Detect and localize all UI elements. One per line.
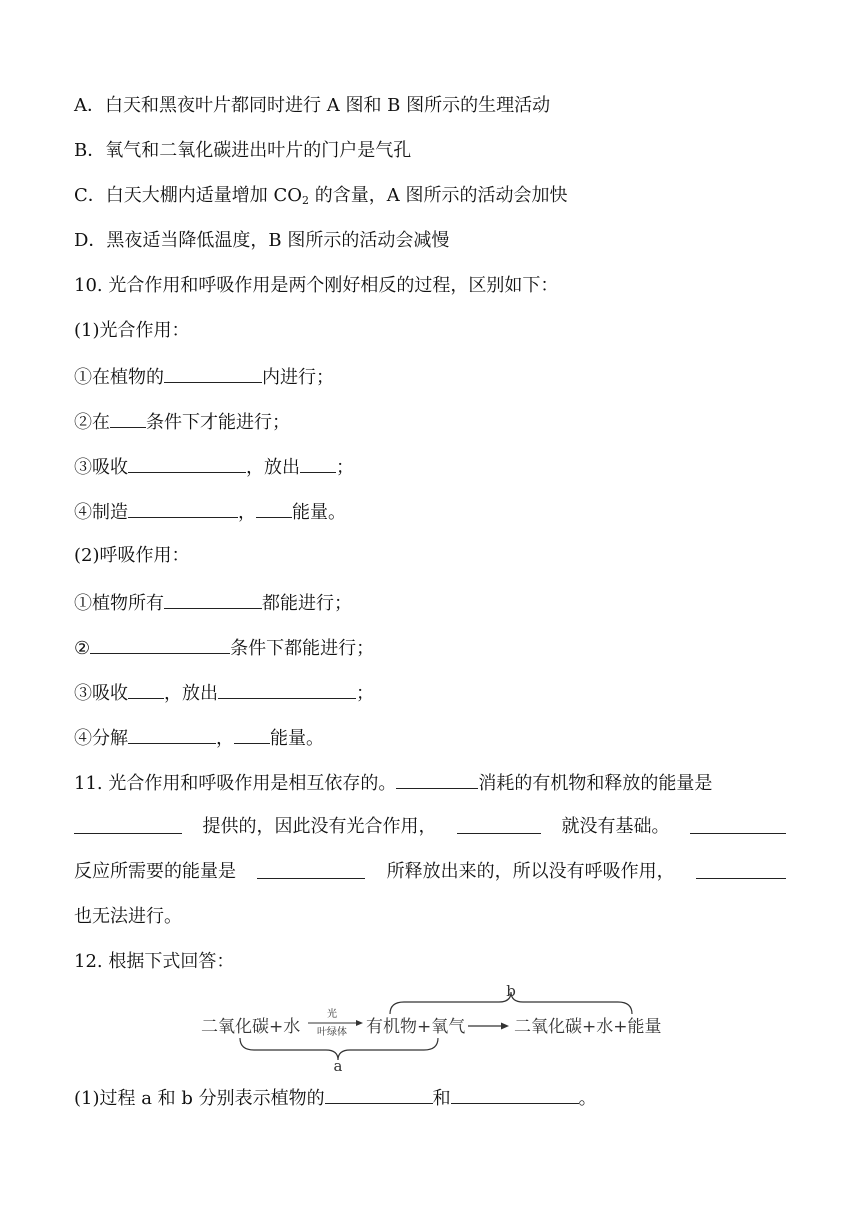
option-c (74, 184, 567, 213)
text: ； (356, 683, 374, 704)
text: 就没有基础。 (561, 816, 670, 837)
answer-blank[interactable] (128, 499, 238, 518)
reaction-arrowhead (356, 1020, 363, 1026)
answer-blank[interactable] (451, 1085, 579, 1104)
label-b: b (506, 982, 516, 1000)
answer-blank[interactable] (74, 815, 182, 834)
text: ①在植物的 (74, 367, 164, 388)
answer-blank[interactable] (128, 454, 246, 473)
text: 。 (578, 1088, 597, 1109)
text: 条件下才能进行； (146, 412, 290, 433)
q11-line4: 也无法进行。 (74, 906, 182, 927)
answer-blank[interactable] (164, 364, 262, 383)
eq-left: 二氧化碳+水 (201, 1017, 301, 1037)
text: ，放出 (246, 457, 300, 478)
co2-subscript: 2 (302, 194, 310, 207)
answer-blank[interactable] (690, 815, 786, 834)
text: ， (216, 728, 234, 749)
text: ， (238, 502, 256, 523)
option-a: A．白天和黑夜叶片都同时进行 A 图和 B 图所示的生理活动 (74, 95, 551, 116)
option-d: D．黑夜适当降低温度，B 图所示的活动会减慢 (74, 230, 450, 251)
text: ③吸收 (74, 683, 128, 704)
text: 能量。 (292, 502, 346, 523)
text: 11. 光合作用和呼吸作用是相互依存的。 (74, 773, 397, 794)
text: (1)过程 a 和 b 分别表示植物的 (74, 1088, 325, 1109)
reaction-equation-diagram (196, 980, 676, 1072)
text: 和 (432, 1088, 451, 1109)
text: 条件下都能进行； (230, 638, 375, 659)
q10-p1-item1 (74, 364, 334, 390)
answer-blank[interactable] (164, 590, 262, 609)
q10-p2-item2 (74, 635, 374, 661)
text: ，放出 (164, 683, 218, 704)
arrow-top-label: 光 (327, 1009, 337, 1020)
answer-blank[interactable] (457, 815, 541, 834)
answer-blank[interactable] (234, 725, 270, 744)
answer-blank[interactable] (325, 1085, 433, 1104)
answer-blank[interactable] (300, 454, 336, 473)
text: 能量。 (270, 728, 324, 749)
option-c-text: C．白天大棚内适量增加 CO (74, 185, 303, 206)
option-c-text-rest: 的含量，A 图所示的活动会加快 (309, 185, 568, 206)
text: 所释放出来的，所以没有呼吸作用， (386, 861, 675, 882)
answer-blank[interactable] (396, 770, 478, 789)
q10-p1-item4 (74, 499, 346, 525)
question-10-stem: 10. 光合作用和呼吸作用是两个刚好相反的过程，区别如下： (74, 275, 559, 296)
q10-part2-title: (2)呼吸作用： (74, 545, 190, 566)
q11-line3 (74, 860, 786, 884)
q10-p2-item3 (74, 680, 374, 706)
text: ④分解 (74, 728, 128, 749)
text: ； (336, 457, 354, 478)
q10-p1-item3 (74, 454, 354, 480)
q10-p1-item2 (74, 409, 290, 435)
answer-blank[interactable] (696, 860, 786, 879)
text: ③吸收 (74, 457, 128, 478)
answer-blank[interactable] (257, 860, 365, 879)
text: 提供的，因此没有光合作用， (202, 816, 437, 837)
q11-line1 (74, 770, 712, 796)
eq-right: 二氧化碳+水+能量 (514, 1017, 662, 1037)
answer-blank[interactable] (256, 499, 292, 518)
text: 消耗的有机物和释放的能量是 (478, 773, 713, 794)
answer-blank[interactable] (128, 680, 164, 699)
q11-line2 (74, 815, 786, 839)
eq-mid: 有机物+氧气 (366, 1017, 466, 1037)
answer-blank[interactable] (90, 635, 230, 654)
second-arrowhead (501, 1023, 509, 1030)
text: 都能进行； (262, 593, 352, 614)
answer-blank[interactable] (128, 725, 216, 744)
question-12-stem: 12. 根据下式回答： (74, 951, 235, 972)
text: ④制造 (74, 502, 128, 523)
answer-blank[interactable] (110, 409, 146, 428)
text: ② (74, 638, 91, 659)
q10-part1-title: (1)光合作用： (74, 320, 190, 341)
text: ①植物所有 (74, 593, 164, 614)
arrow-bottom-label: 叶绿体 (317, 1027, 347, 1038)
q10-p2-item1 (74, 590, 352, 616)
option-b: B．氧气和二氧化碳进出叶片的门户是气孔 (74, 140, 412, 161)
text: 反应所需要的能量是 (74, 861, 236, 882)
answer-blank[interactable] (218, 680, 356, 699)
text: 内进行； (262, 367, 334, 388)
brace-b (390, 992, 632, 1014)
q10-p2-item4 (74, 725, 324, 751)
q12-part1 (74, 1085, 597, 1111)
text: ②在 (74, 412, 110, 433)
label-a: a (333, 1057, 343, 1072)
